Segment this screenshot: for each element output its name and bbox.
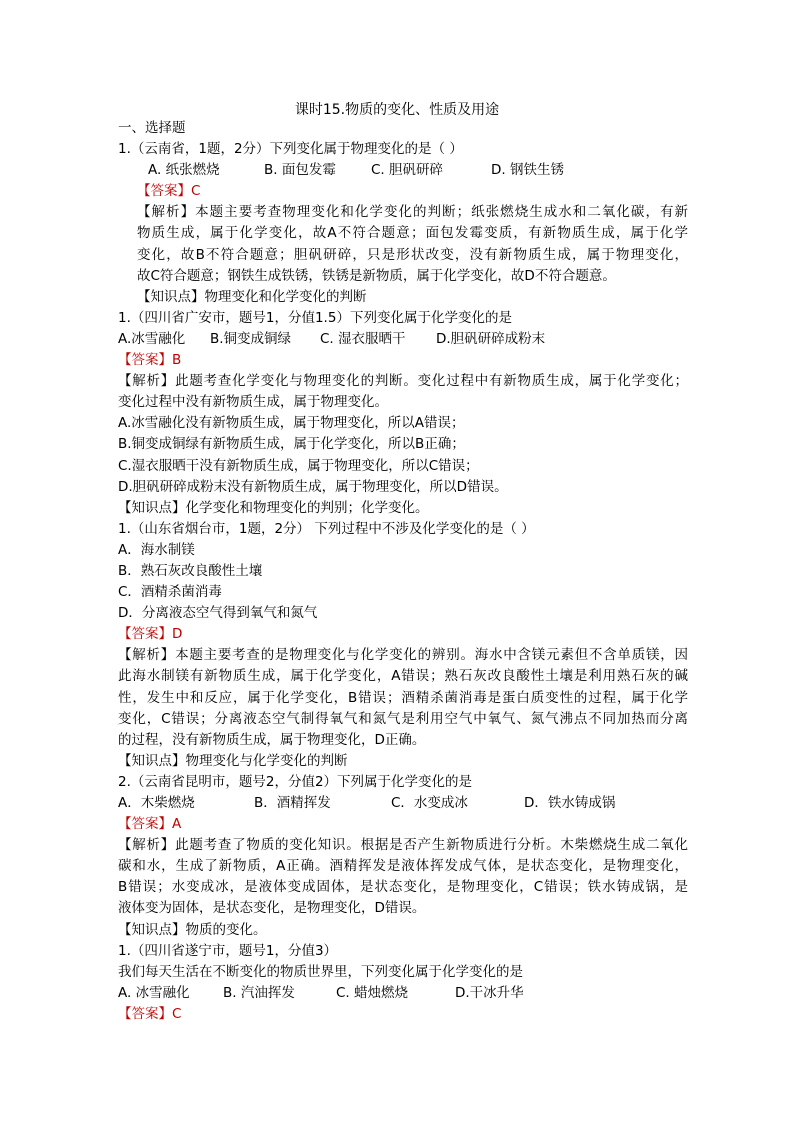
analysis-line: B错误；水变成冰，是液体变成固体，是状态变化，是物理变化，C错误；铁水铸成锅，是	[118, 879, 688, 896]
knowledge-point: 【知识点】物理变化和化学变化的判断	[137, 288, 367, 305]
answer-label: 【答案】C	[118, 1005, 182, 1022]
option: B.铜变成铜绿	[210, 330, 292, 347]
analysis-line: 【解析】本题主要考查物理变化和化学变化的判断；纸张燃烧生成水和二氧化碳，有新	[137, 204, 688, 221]
question-stem: 1.（山东省烟台市，1题，2分） 下列过程中不涉及化学变化的是（ ）	[118, 520, 535, 537]
analysis-line: 【解析】此题考查化学变化与物理变化的判断。变化过程中有新物质生成，属于化学变化；	[118, 373, 688, 390]
analysis-line: 此海水制镁有新物质生成，属于化学变化，A错误；熟石灰改良酸性土壤是利用熟石灰的碱	[118, 668, 688, 685]
knowledge-point: 【知识点】化学变化和物理变化的判别；化学变化。	[118, 499, 429, 516]
analysis-line: A.冰雪融化没有新物质生成，属于物理变化，所以A错误；	[118, 415, 465, 432]
analysis-line: 故C符合题意；钢铁生成铁锈，铁锈是新物质，属于化学变化，故D不符合题意。	[137, 267, 616, 284]
analysis-line: C.湿衣服晒干没有新物质生成，属于物理变化，所以C错误；	[118, 457, 479, 474]
option: B. 汽油挥发	[223, 984, 295, 1001]
option: A．海水制镁	[118, 541, 195, 558]
knowledge-point: 【知识点】物质的变化。	[118, 921, 267, 938]
option: A. 纸张燃烧	[148, 162, 220, 179]
analysis-line: 变化过程中没有新物质生成，属于物理变化。	[118, 394, 388, 411]
option: B．酒精挥发	[254, 795, 331, 811]
option: C. 胆矾研碎	[371, 162, 444, 179]
question-stem: 1.（四川省遂宁市，题号1，分值3）	[118, 942, 338, 959]
answer-label: 【答案】D	[118, 626, 183, 643]
analysis-line: 性，发生中和反应，属于化学变化，B错误；酒精杀菌消毒是蛋白质变性的过程，属于化学	[118, 689, 688, 706]
option: C. 湿衣服晒干	[320, 330, 406, 347]
analysis-line: 的过程，没有新物质生成，属于物理变化，D正确。	[118, 731, 426, 748]
analysis-line: 变化，故B不符合题意；胆矾研碎，只是形状改变，没有新物质生成，属于物理变化，	[137, 246, 688, 263]
answer-label: 【答案】C	[137, 183, 201, 200]
answer-label: 【答案】A	[118, 816, 182, 833]
option: C. 蜡烛燃烧	[336, 984, 409, 1001]
analysis-line: 液体变为固体，是状态变化，是物理变化，D错误。	[118, 900, 426, 917]
question-options	[118, 160, 688, 181]
knowledge-point: 【知识点】物理变化与化学变化的判断	[118, 752, 348, 769]
document-body	[118, 118, 688, 1025]
option: A．木柴燃烧	[118, 795, 195, 811]
analysis-line: 【解析】本题主要考查的是物理变化与化学变化的辨别。海水中含镁元素但不含单质镁，因	[118, 647, 688, 664]
option: C．水变成冰	[391, 795, 468, 811]
section-heading: 一、选择题	[118, 120, 186, 136]
option: D.胆矾研碎成粉末	[436, 330, 546, 347]
option: B．熟石灰改良酸性土壤	[118, 562, 263, 579]
option: A. 冰雪融化	[118, 984, 190, 1001]
analysis-line: D.胆矾研碎成粉末没有新物质生成，属于物理变化，所以D错误。	[118, 478, 508, 495]
option: D.干冰升华	[455, 984, 524, 1001]
option: D. 钢铁生锈	[491, 162, 564, 179]
analysis-line: 物质生成，属于化学变化，故A不符合题意；面包发霉变质，有新物质生成，属于化学	[137, 225, 688, 242]
option: A.冰雪融化	[118, 330, 186, 347]
question-options	[118, 793, 688, 814]
analysis-line: B.铜变成铜绿有新物质生成，属于化学变化，所以B正确；	[118, 436, 465, 453]
question-stem: 2.（云南省昆明市，题号2，分值2）下列属于化学变化的是	[118, 773, 473, 790]
analysis-line: 碳和水，生成了新物质，A正确。酒精挥发是液体挥发成气体，是状态变化，是物理变化，	[118, 858, 688, 875]
question-stem: 1.（云南省，1题，2分）下列变化属于物理变化的是（ ）	[118, 141, 463, 158]
analysis-line: 变化，C错误；分离液态空气制得氧气和氮气是利用空气中氧气、氮气沸点不同加热而分离	[118, 710, 688, 727]
question-stem: 1.（四川省广安市，题号1，分值1.5）下列变化属于化学变化的是	[118, 309, 512, 326]
question-options	[118, 329, 688, 350]
option: C．酒精杀菌消毒	[118, 584, 222, 601]
analysis-line: 【解析】此题考查了物质的变化知识。根据是否产生新物质进行分析。木柴燃烧生成二氧化	[118, 837, 688, 854]
question-options	[118, 983, 688, 1004]
option: B. 面包发霉	[264, 162, 336, 179]
option: D．分离液态空气得到氧气和氮气	[118, 605, 318, 622]
answer-label: 【答案】B	[118, 352, 182, 369]
question-stem-continued: 我们每天生活在不断变化的物质世界里，下列变化属于化学变化的是	[118, 963, 523, 980]
page-title: 课时15.物质的变化、性质及用途	[294, 102, 500, 118]
option: D．铁水铸成锅	[524, 795, 616, 811]
